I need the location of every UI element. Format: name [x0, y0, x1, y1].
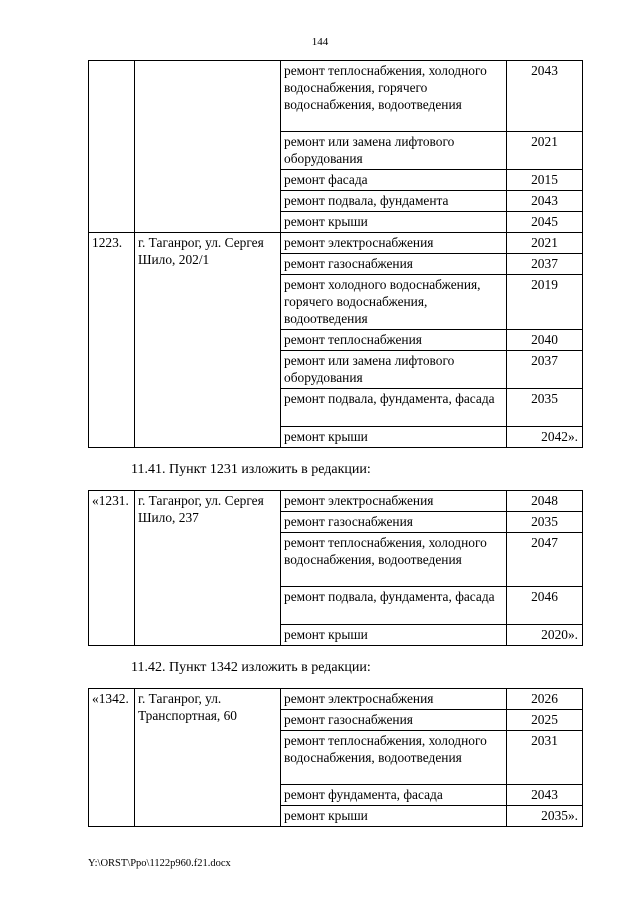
table-row [89, 233, 583, 254]
year-cell: 2020». [507, 625, 583, 646]
work-type-cell: ремонт холодного водоснабжения, горячего водоснабжения, водоотведения [281, 275, 507, 330]
year-cell: 2021 [507, 132, 583, 170]
year-cell: 2043 [507, 785, 583, 806]
work-type-cell: ремонт подвала, фундамента, фасада [281, 587, 507, 625]
work-type-cell: ремонт теплоснабжения, холодного водоснабжения, водоотведения [281, 731, 507, 785]
table-continued [88, 60, 583, 448]
table-1342 [88, 688, 583, 827]
work-type-cell: ремонт теплоснабжения [281, 330, 507, 351]
work-type-cell: ремонт или замена лифтового оборудования [281, 132, 507, 170]
year-cell: 2047 [507, 533, 583, 587]
entry-number-cell: «1231. [89, 491, 135, 646]
year-cell: 2025 [507, 710, 583, 731]
year-cell: 2035». [507, 806, 583, 827]
file-path-footer: Y:\ORST\Ppo\1122p960.f21.docx [88, 858, 231, 869]
year-cell: 2035 [507, 512, 583, 533]
work-type-cell: ремонт фундамента, фасада [281, 785, 507, 806]
paragraph-11-41: 11.41. Пункт 1231 изложить в редакции: [131, 462, 371, 477]
work-type-cell: ремонт газоснабжения [281, 512, 507, 533]
work-type-cell: ремонт крыши [281, 427, 507, 448]
address-cell: г. Таганрог, ул. Транспортная, 60 [135, 689, 281, 827]
year-cell: 2026 [507, 689, 583, 710]
work-type-cell: ремонт подвала, фундамента, фасада [281, 389, 507, 427]
year-cell: 2040 [507, 330, 583, 351]
work-type-cell: ремонт электроснабжения [281, 233, 507, 254]
year-cell: 2031 [507, 731, 583, 785]
year-cell: 2019 [507, 275, 583, 330]
year-cell: 2045 [507, 212, 583, 233]
work-type-cell: ремонт крыши [281, 212, 507, 233]
table-row [89, 61, 583, 132]
year-cell: 2037 [507, 254, 583, 275]
year-cell: 2043 [507, 61, 583, 132]
address-cell: г. Таганрог, ул. Сергея Шило, 237 [135, 491, 281, 646]
year-cell: 2048 [507, 491, 583, 512]
year-cell: 2035 [507, 389, 583, 427]
year-cell: 2015 [507, 170, 583, 191]
work-type-cell: ремонт подвала, фундамента [281, 191, 507, 212]
table-row [89, 491, 583, 512]
page-number: 144 [311, 36, 329, 48]
paragraph-11-42: 11.42. Пункт 1342 изложить в редакции: [131, 660, 371, 675]
year-cell: 2037 [507, 351, 583, 389]
work-type-cell: ремонт газоснабжения [281, 710, 507, 731]
work-type-cell: ремонт электроснабжения [281, 491, 507, 512]
year-cell: 2042». [507, 427, 583, 448]
year-cell: 2043 [507, 191, 583, 212]
year-cell: 2021 [507, 233, 583, 254]
work-type-cell: ремонт электроснабжения [281, 689, 507, 710]
work-type-cell: ремонт теплоснабжения, холодного водоснабжения, горячего водоснабжения, водоотведения [281, 61, 507, 132]
table-1231 [88, 490, 583, 646]
address-cell: г. Таганрог, ул. Сергея Шило, 202/1 [135, 233, 281, 448]
work-type-cell: ремонт фасада [281, 170, 507, 191]
work-type-cell: ремонт крыши [281, 625, 507, 646]
year-cell: 2046 [507, 587, 583, 625]
entry-number-cell [89, 61, 135, 233]
work-type-cell: ремонт теплоснабжения, холодного водоснабжения, водоотведения [281, 533, 507, 587]
address-cell [135, 61, 281, 233]
work-type-cell: ремонт крыши [281, 806, 507, 827]
entry-number-cell: «1342. [89, 689, 135, 827]
work-type-cell: ремонт или замена лифтового оборудования [281, 351, 507, 389]
table-row [89, 689, 583, 710]
entry-number-cell: 1223. [89, 233, 135, 448]
work-type-cell: ремонт газоснабжения [281, 254, 507, 275]
